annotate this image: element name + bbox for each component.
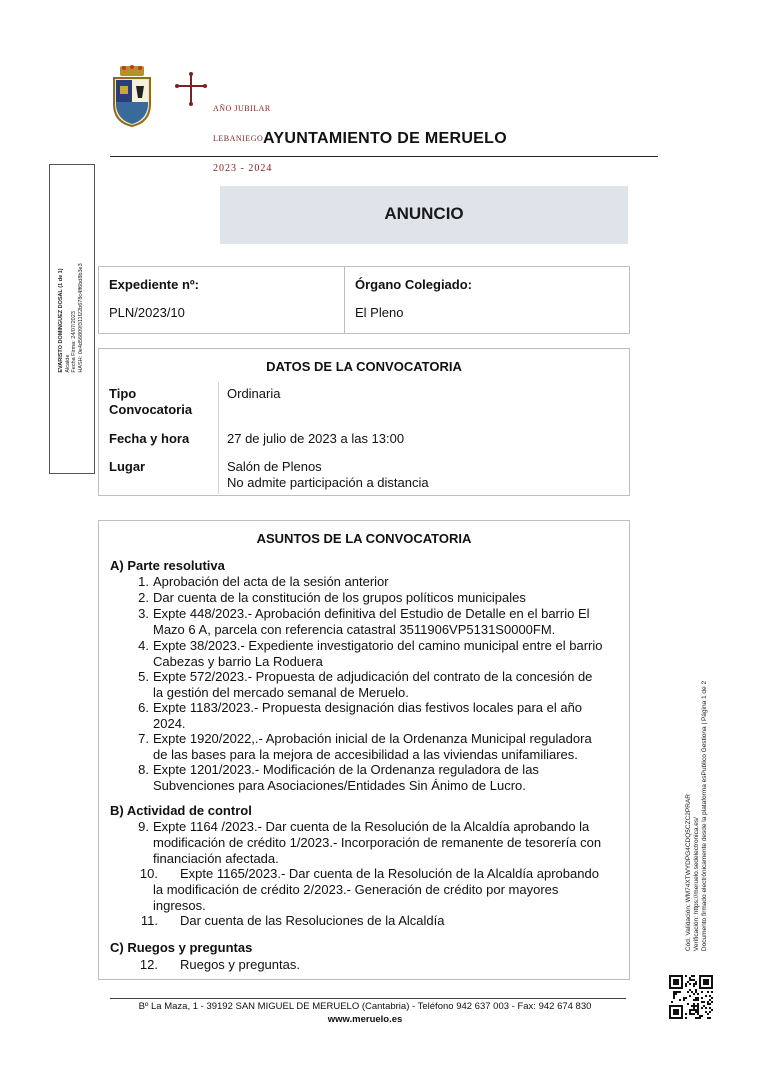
footer-address: Bº La Maza, 1 - 39192 SAN MIGUEL DE MERUELO (Cantabria) - Teléfono 942 637 003 - Fax: 942 674 830 [138, 1001, 592, 1012]
qr-module [689, 977, 691, 979]
qr-module [689, 989, 691, 991]
agenda-item-line: 2024. [153, 716, 186, 731]
agenda-item-number: 7. [138, 731, 149, 746]
qr-module [695, 999, 697, 1001]
fecha-label: Fecha y hora [109, 431, 190, 446]
qr-module [675, 993, 677, 995]
verification-code: Cód. Validación: WM74XTWYDPG4CDQ5CZC2PRAR [685, 794, 692, 952]
qr-module [699, 1015, 701, 1017]
qr-module [695, 981, 697, 983]
qr-module [685, 1017, 687, 1019]
qr-module [683, 999, 685, 1001]
announcement-title: ANUNCIO [384, 204, 464, 223]
agenda-item-line: Expte 1183/2023.- Propuesta designación dias festivos locales para el año [153, 700, 583, 715]
section-a-heading: A) Parte resolutiva [110, 558, 225, 573]
qr-module [687, 981, 689, 983]
agenda-item-line: Expte 448/2023.- Aprobación definitiva del Estudio de Detalle en el barrio El [153, 606, 590, 621]
qr-module [691, 979, 693, 981]
agenda-item-line: Expte 572/2023.- Propuesta de adjudicación del contrato de la concesión de [153, 669, 593, 684]
qr-module [705, 1007, 707, 1009]
signature-sidebar-text [58, 263, 84, 372]
qr-module [679, 999, 681, 1001]
qr-module [701, 997, 703, 999]
qr-module [687, 1003, 689, 1005]
jubilar-line2: LEBANIEGO [213, 134, 264, 143]
qr-module [707, 1017, 709, 1019]
signature-hash: HASH: 0e4d56809f311f22b678c4ff6bd8b3e3 [77, 263, 84, 373]
qr-module [695, 1009, 697, 1011]
jubilar-cross-logo [174, 72, 208, 106]
agenda-item-number: 6. [138, 700, 149, 715]
qr-module [711, 997, 713, 999]
qr-module [673, 979, 679, 985]
section-c-heading: C) Ruegos y preguntas [110, 940, 253, 955]
qr-module [701, 991, 703, 993]
verification-text [685, 681, 709, 951]
qr-module [673, 997, 675, 999]
qr-module [697, 999, 699, 1001]
agenda-item-number: 3. [138, 606, 149, 621]
section-b-heading: B) Actividad de control [110, 803, 252, 818]
agenda-item-line: de las bases para la mejora de accesibilidad a las viviendas unifamiliares. [153, 747, 578, 762]
qr-module [695, 991, 697, 993]
verification-platform: Documento firmado electrónicamente desde la plataforma esPublico Gestiona | Página 1 de 2 [701, 680, 708, 952]
agenda-item-line: Dar cuenta de las Resoluciones de la Alcaldía [180, 913, 445, 928]
qr-module [709, 1007, 711, 1009]
qr-module [695, 1017, 697, 1019]
qr-module [709, 999, 711, 1001]
agenda-item-number: 4. [138, 638, 149, 653]
qr-module [693, 1009, 695, 1011]
coat-of-arms-logo [110, 64, 154, 128]
organo-label: Órgano Colegiado: [355, 277, 472, 292]
agenda-item-line: Dar cuenta de la constitución de los grupos políticos municipales [153, 590, 526, 605]
expediente-value: PLN/2023/10 [109, 305, 185, 320]
agenda-item-line: Expte 1164 /2023.- Dar cuenta de la Resolución de la Alcaldía aprobando la [153, 819, 590, 834]
agenda-item-number: 9. [138, 819, 149, 834]
qr-module [677, 991, 679, 993]
qr-module [695, 1011, 697, 1013]
expediente-label: Expediente nº: [109, 277, 199, 292]
qr-module [693, 975, 695, 977]
qr-module [707, 991, 709, 993]
qr-module [697, 1007, 699, 1009]
title-divider [110, 156, 658, 157]
qr-module [673, 993, 675, 995]
qr-module [673, 991, 675, 993]
qr-module [689, 979, 691, 981]
qr-module [693, 983, 695, 985]
agenda-item-line: financiación afectada. [153, 851, 279, 866]
qr-module [693, 1005, 695, 1007]
qr-module [695, 997, 697, 999]
agenda-item-line: la gestión del mercado semanal de Meruelo. [153, 685, 409, 700]
agenda-item-line: Expte 1201/2023.- Modificación de la Ordenanza reguladora de las [153, 762, 539, 777]
qr-module [701, 1001, 703, 1003]
jubilar-years: 2023 - 2024 [213, 163, 273, 174]
qr-code [669, 975, 713, 1019]
convocatoria-heading: DATOS DE LA CONVOCATORIA [266, 359, 462, 374]
expediente-divider [344, 266, 345, 334]
agenda-item-number: 1. [138, 574, 149, 589]
qr-module [689, 1009, 691, 1011]
qr-module [693, 985, 695, 987]
agenda-item-line: la modificación de crédito 2/2023.- Generación de crédito por mayores [153, 882, 559, 897]
qr-module [707, 1003, 709, 1005]
qr-module [709, 1003, 711, 1005]
convocatoria-column-divider [218, 382, 219, 494]
qr-module [697, 1009, 699, 1011]
qr-module [695, 989, 697, 991]
qr-module [693, 1013, 695, 1015]
qr-module [695, 983, 697, 985]
qr-module [689, 983, 691, 985]
qr-module [695, 1005, 697, 1007]
jubilar-line1: AÑO JUBILAR [213, 104, 271, 113]
qr-module [709, 1017, 711, 1019]
agenda-item-line: Expte 1920/2022,.- Aprobación inicial de la Ordenanza Municipal reguladora [153, 731, 592, 746]
footer-divider [110, 998, 626, 999]
tipo-label-line2: Convocatoria [109, 402, 193, 417]
lugar-value-line1: Salón de Plenos [227, 459, 322, 474]
qr-module [671, 1001, 673, 1003]
lugar-value-line2: No admite participación a distancia [227, 475, 429, 490]
qr-module [689, 1011, 691, 1013]
qr-module [693, 1003, 695, 1005]
qr-module [693, 1007, 695, 1009]
tipo-label [109, 386, 192, 418]
qr-module [703, 1005, 705, 1007]
agenda-item-line: modificación de crédito 1/2023.- Incorporación de remanente de tesorería con [153, 835, 602, 850]
qr-module [697, 993, 699, 995]
qr-module [691, 1013, 693, 1015]
agenda-item-line: Ruegos y preguntas. [180, 957, 300, 972]
qr-module [693, 979, 695, 981]
lugar-value [227, 459, 429, 491]
qr-module [693, 993, 695, 995]
agenda-item-line: Expte 38/2023.- Expediente investigatorio del camino municipal entre el barrio [153, 638, 603, 653]
qr-module [689, 1013, 691, 1015]
verification-url: Verificación: https://meruelo.sedelectronica.es/ [693, 817, 700, 952]
qr-module [685, 1013, 687, 1015]
qr-module [697, 1005, 699, 1007]
agenda-item-line: Subvenciones para Asociaciones/Entidades Sin Ánimo de Lucro. [153, 778, 526, 793]
agenda-item-number: 8. [138, 762, 149, 777]
qr-module [673, 1009, 679, 1015]
qr-module [675, 991, 677, 993]
page-title: AYUNTAMIENTO DE MERUELO [263, 130, 507, 147]
qr-module [701, 1015, 703, 1017]
lugar-label: Lugar [109, 459, 146, 474]
qr-module [703, 979, 709, 985]
qr-module [705, 1011, 707, 1013]
tipo-value: Ordinaria [227, 386, 281, 401]
agenda-item-line: Mazo 6 A, parcela con referencia catastral 3511906VP5131S0000FM. [153, 622, 556, 637]
qr-module [711, 1009, 713, 1011]
qr-module [709, 995, 711, 997]
qr-module [709, 1011, 711, 1013]
qr-module [687, 991, 689, 993]
qr-module [691, 1009, 693, 1011]
qr-module [707, 1013, 709, 1015]
qr-module [691, 1005, 693, 1007]
agenda-item-number: 11. [140, 913, 158, 928]
asuntos-heading: ASUNTOS DE LA CONVOCATORIA [256, 531, 472, 546]
signature-signer: EVARISTO DOMINGUEZ DOSAL (1 de 1) [58, 268, 64, 373]
qr-module [697, 1003, 699, 1005]
qr-module [705, 995, 707, 997]
qr-module [693, 999, 695, 1001]
agenda-item-line: Cabezas y barrio La Roduera [153, 654, 323, 669]
qr-module [697, 997, 699, 999]
qr-module [697, 1011, 699, 1013]
qr-module [691, 991, 693, 993]
agenda-item-line: ingresos. [153, 898, 206, 913]
qr-module [699, 1017, 701, 1019]
organo-value: El Pleno [355, 305, 404, 320]
qr-module [707, 1001, 709, 1003]
qr-module [679, 991, 681, 993]
qr-module [711, 1001, 713, 1003]
fecha-value: 27 de julio de 2023 a las 13:00 [227, 431, 405, 446]
agenda-item-number: 2. [138, 590, 149, 605]
qr-module [711, 991, 713, 993]
qr-module [685, 983, 687, 985]
qr-module [673, 995, 675, 997]
agenda-item-line: Expte 1165/2023.- Dar cuenta de la Resolución de la Alcaldía aprobando [180, 866, 599, 881]
footer-website: www.meruelo.es [327, 1014, 403, 1025]
tipo-label-line1: Tipo [109, 386, 137, 401]
agenda-item-number: 5. [138, 669, 149, 684]
agenda-item-line: Aprobación del acta de la sesión anterior [153, 574, 389, 589]
qr-module [689, 995, 691, 997]
qr-module [703, 1001, 705, 1003]
agenda-item-number: 12. [139, 957, 158, 972]
signature-role: Alcalde [64, 354, 71, 373]
qr-module [685, 975, 687, 977]
qr-module [691, 975, 693, 977]
qr-module [685, 997, 687, 999]
agenda-item-number: 10. [139, 866, 158, 881]
signature-date: Fecha Firma: 24/07/2023 [71, 311, 77, 373]
qr-module [701, 1007, 703, 1009]
qr-module [685, 985, 687, 987]
qr-module [697, 1013, 699, 1015]
qr-module [683, 997, 685, 999]
qr-module [697, 1017, 699, 1019]
